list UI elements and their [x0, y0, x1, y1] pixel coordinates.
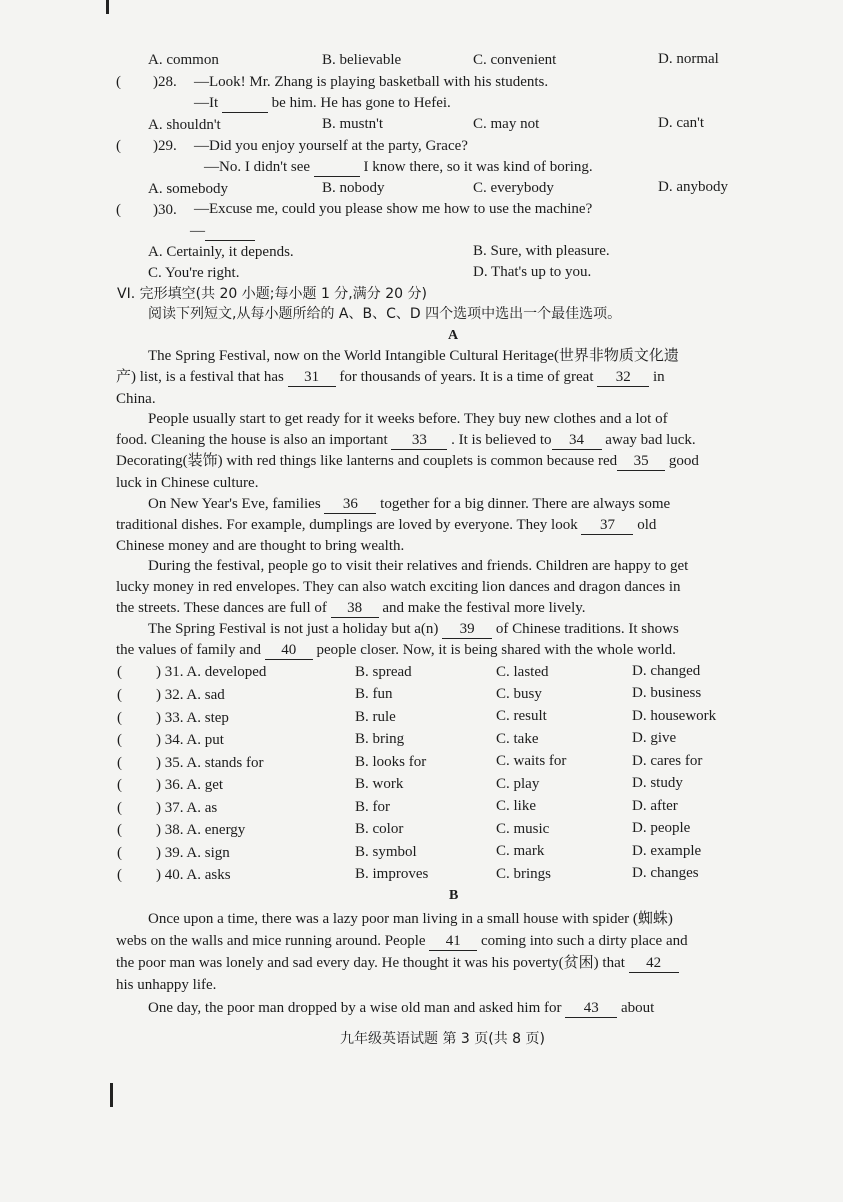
choice-39-a: ) 39. A. sign [156, 845, 230, 861]
pa-p5-line2 [116, 641, 676, 660]
pb-l5-a: One day, the poor man dropped by a wise old man and asked him for [148, 1000, 562, 1016]
pa-p1-line2 [116, 368, 665, 387]
blank-39[interactable]: 39 [442, 620, 492, 639]
q29-line2 [204, 158, 593, 177]
choice-32-a: ) 32. A. sad [156, 687, 225, 703]
choice-31-a: ) 31. A. developed [156, 664, 267, 680]
q29-line2-a: —No. I didn't see [204, 159, 311, 175]
pa-p2-l2-c: away bad luck. [605, 432, 696, 448]
pa-p3-l2-a: traditional dishes. For example, dumplings are loved by everyone. They look [116, 517, 578, 533]
q28-line1: —Look! Mr. Zhang is playing basketball with his students. [194, 74, 549, 90]
choice-40-d: D. changes [632, 865, 699, 881]
q28-option-a: A. shouldn't [148, 117, 221, 133]
choice-32-d: D. business [632, 685, 702, 701]
q30-number: )30. [153, 202, 177, 218]
blank-32[interactable]: 32 [597, 368, 649, 387]
choice-31-d: D. changed [632, 663, 701, 679]
choice-31-c: C. lasted [496, 664, 549, 680]
choice-37-a: ) 37. A. as [156, 800, 218, 816]
choice-34-c: C. take [496, 731, 539, 747]
pa-p5-line1 [148, 620, 679, 639]
choice-35-a: ) 35. A. stands for [156, 755, 264, 771]
pb-l2-b: coming into such a dirty place and [481, 933, 688, 949]
choice-34-a: ) 34. A. put [156, 732, 224, 748]
choice-35-c: C. waits for [496, 753, 567, 769]
section-title: VI. 完形填空(共 20 小题;每小题 1 分,满分 20 分) [117, 286, 427, 302]
q28-line2-b: be him. He has gone to Hefei. [271, 95, 451, 111]
choice-36-a: ) 36. A. get [156, 777, 224, 793]
pb-line1: Once upon a time, there was a lazy poor man living in a small house with spider (蜘蛛) [148, 911, 673, 927]
q27-option-d: D. normal [658, 51, 719, 67]
q30-paren: ( [116, 202, 121, 218]
choice-38-a: ) 38. A. energy [156, 822, 246, 838]
blank-42[interactable]: 42 [629, 954, 679, 973]
q30-option-b: B. Sure, with pleasure. [473, 243, 610, 259]
passage-a-label: A [448, 328, 459, 343]
margin-mark-bottom [110, 1083, 113, 1107]
q28-option-b: B. mustn't [322, 116, 384, 132]
blank-31[interactable]: 31 [288, 368, 336, 387]
q30-line1: —Excuse me, could you please show me how to use the machine? [194, 201, 593, 217]
choice-31-paren[interactable]: ( [117, 664, 122, 680]
pb-line2 [116, 932, 688, 951]
pa-p1-line1: The Spring Festival, now on the World Intangible Cultural Heritage(世界非物质文化遗 [148, 348, 679, 364]
choice-36-c: C. play [496, 776, 540, 792]
choice-37-paren[interactable]: ( [117, 800, 122, 816]
pa-p4-line2: lucky money in red envelopes. They can also watch exciting lion dances and dragon dances in [116, 579, 681, 595]
q28-number: )28. [153, 74, 177, 90]
choice-33-c: C. result [496, 708, 547, 724]
choice-40-a: ) 40. A. asks [156, 867, 231, 883]
q28-line2 [194, 94, 451, 113]
q29-option-c: C. everybody [473, 180, 554, 196]
choice-40-b: B. improves [355, 866, 429, 882]
choice-32-b: B. fun [355, 686, 393, 702]
q30-answer-line [190, 222, 255, 241]
choice-38-d: D. people [632, 820, 691, 836]
blank-41[interactable]: 41 [429, 932, 477, 951]
pb-line5 [148, 999, 654, 1018]
pa-p2-line1: People usually start to get ready for it weeks before. They buy new clothes and a lot of [148, 411, 668, 427]
pa-p4-l3-a: the streets. These dances are full of [116, 600, 327, 616]
pa-p3-line2 [116, 516, 656, 535]
choice-35-paren[interactable]: ( [117, 755, 122, 771]
q27-option-b: B. believable [322, 52, 402, 68]
pa-p2-l3-b: good [668, 453, 699, 469]
pa-p5-l2-a: the values of family and [116, 642, 261, 658]
choice-37-b: B. for [355, 799, 390, 815]
choice-36-d: D. study [632, 775, 683, 791]
pa-p2-line2 [116, 431, 696, 450]
pa-p4-line1: During the festival, people go to visit their relatives and friends. Children are happy to get [148, 558, 689, 574]
passage-b-label: B [449, 888, 459, 903]
pb-l3-a: the poor man was lonely and sad every day. He thought it was his poverty(贫困) that [116, 955, 625, 971]
q29-line2-b: I know there, so it was kind of boring. [363, 159, 593, 175]
choice-34-paren[interactable]: ( [117, 732, 122, 748]
pb-l2-a: webs on the walls and mice running around. People [116, 933, 426, 949]
choice-34-b: B. bring [355, 731, 405, 747]
q30-dash: — [190, 223, 205, 239]
pa-p2-line3 [116, 452, 699, 471]
pa-p5-l2-b: people closer. Now, it is being shared with the whole world. [316, 642, 676, 658]
pb-line3 [116, 954, 679, 973]
choice-33-d: D. housework [632, 708, 717, 724]
q28-blank[interactable] [222, 94, 268, 113]
blank-33[interactable]: 33 [391, 431, 447, 450]
choice-35-d: D. cares for [632, 753, 703, 769]
pa-p3-l1-a: On New Year's Eve, families [148, 496, 321, 512]
choice-33-a: ) 33. A. step [156, 710, 229, 726]
blank-35[interactable]: 35 [617, 452, 665, 471]
q27-option-a: A. common [148, 52, 219, 68]
q30-option-c: C. You're right. [148, 265, 240, 281]
choice-36-b: B. work [355, 776, 404, 792]
pa-p2-l2-a: food. Cleaning the house is also an important [116, 432, 388, 448]
pb-l5-b: about [621, 1000, 655, 1016]
page-footer: 九年级英语试题 第 3 页(共 8 页) [340, 1031, 545, 1047]
choice-36-paren[interactable]: ( [117, 777, 122, 793]
q29-blank[interactable] [314, 158, 360, 177]
margin-mark-top [106, 0, 109, 14]
choice-31-b: B. spread [355, 664, 412, 680]
choice-39-d: D. example [632, 843, 702, 859]
q29-paren: ( [116, 138, 121, 154]
choice-39-paren[interactable]: ( [117, 845, 122, 861]
choice-38-b: B. color [355, 821, 404, 837]
pa-p1-l2-a: 产) list, is a festival that has [116, 369, 284, 385]
pa-p2-l3-a: Decorating(装饰) with red things like lanterns and couplets is common because red [116, 453, 618, 469]
pa-p4-line3 [116, 599, 586, 618]
pa-p4-l3-b: and make the festival more lively. [382, 600, 586, 616]
q29-option-b: B. nobody [322, 180, 385, 196]
q30-option-d: D. That's up to you. [473, 264, 592, 280]
q29-line1: —Did you enjoy yourself at the party, Grace? [194, 138, 468, 154]
choice-32-paren[interactable]: ( [117, 687, 122, 703]
q29-option-a: A. somebody [148, 181, 228, 197]
pa-p5-l1-b: of Chinese traditions. It shows [495, 621, 679, 637]
choice-40-paren[interactable]: ( [117, 867, 122, 883]
choice-37-d: D. after [632, 798, 678, 814]
q30-blank[interactable] [205, 222, 255, 241]
q30-option-a: A. Certainly, it depends. [148, 244, 294, 260]
choice-33-b: B. rule [355, 709, 396, 725]
pa-p3-line3: Chinese money and are thought to bring wealth. [116, 538, 405, 554]
pb-line4: his unhappy life. [116, 977, 217, 993]
choice-40-c: C. brings [496, 866, 552, 882]
choice-38-c: C. music [496, 821, 550, 837]
q28-option-c: C. may not [473, 116, 540, 132]
blank-43[interactable]: 43 [565, 999, 617, 1018]
blank-36[interactable]: 36 [324, 495, 376, 514]
pa-p2-line4: luck in Chinese culture. [116, 475, 259, 491]
blank-40[interactable]: 40 [265, 641, 313, 660]
blank-34[interactable]: 34 [552, 431, 602, 450]
q28-option-d: D. can't [658, 115, 705, 131]
choice-37-c: C. like [496, 798, 536, 814]
section-instruction: 阅读下列短文,从每小题所给的 A、B、C、D 四个选项中选出一个最佳选项。 [148, 306, 622, 322]
choice-33-paren[interactable]: ( [117, 710, 122, 726]
pa-p5-l1-a: The Spring Festival is not just a holiday but a(n) [148, 621, 439, 637]
q27-option-c: C. convenient [473, 52, 557, 68]
pa-p3-l1-b: together for a big dinner. There are always some [380, 496, 671, 512]
q29-option-d: D. anybody [658, 179, 728, 195]
blank-37[interactable]: 37 [581, 516, 633, 535]
choice-39-c: C. mark [496, 843, 545, 859]
q29-number: )29. [153, 138, 177, 154]
pa-p2-l2-b: . It is believed to [451, 432, 552, 448]
choice-38-paren[interactable]: ( [117, 822, 122, 838]
choice-35-b: B. looks for [355, 754, 427, 770]
pa-p1-l2-b: for thousands of years. It is a time of great [339, 369, 594, 385]
pa-p3-l2-b: old [637, 517, 657, 533]
choice-32-c: C. busy [496, 686, 542, 702]
q28-line2-a: —It [194, 95, 219, 111]
choice-34-d: D. give [632, 730, 677, 746]
q28-paren: ( [116, 74, 121, 90]
pa-p1-l2-c: in [652, 369, 665, 385]
choice-39-b: B. symbol [355, 844, 417, 860]
pa-p3-line1 [148, 495, 670, 514]
blank-38[interactable]: 38 [331, 599, 379, 618]
pa-p1-line3: China. [116, 391, 156, 407]
